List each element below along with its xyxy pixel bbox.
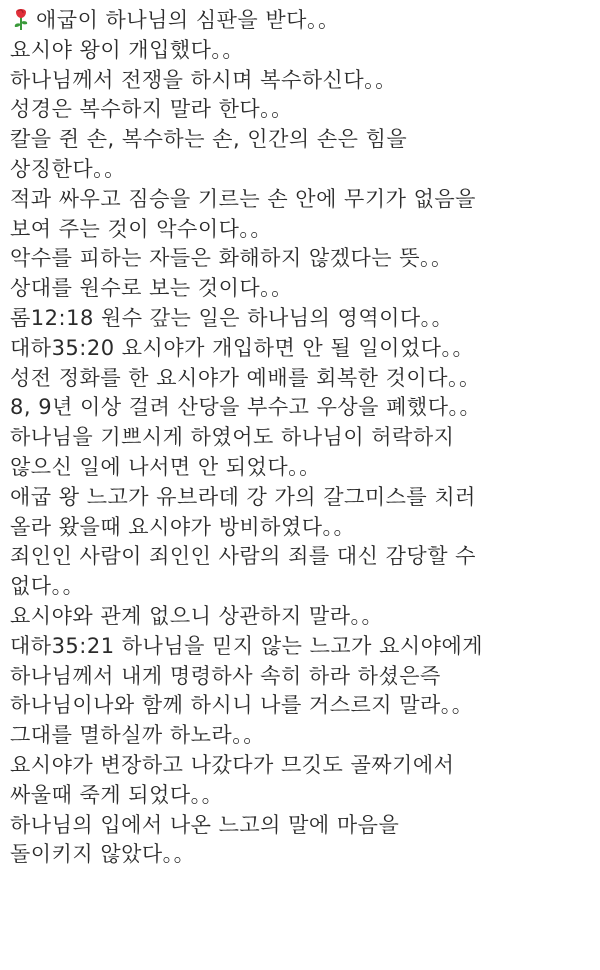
note-line: 대하35:21 하나님을 믿지 않는 느고가 요시야에게 xyxy=(10,633,484,658)
note-line: 요시야 왕이 개입했다。。 xyxy=(10,37,244,62)
note-line: 올라 왔을때 요시야가 방비하였다。。 xyxy=(10,514,356,539)
note-line: 상징한다。。 xyxy=(10,156,126,181)
note-line: 롬12:18 원수 갚는 일은 하나님의 영역이다。。 xyxy=(10,305,454,330)
note-line: 않으신 일에 나서면 안 되었다。。 xyxy=(10,454,321,479)
note-line: 적과 싸우고 짐승을 기르는 손 안에 무기가 없음을 xyxy=(10,186,476,211)
note-line-text: 애굽이 하나님의 심판을 받다。。 xyxy=(36,8,340,32)
note-line: 없다。。 xyxy=(10,574,85,599)
note-line: 8, 9년 이상 걸려 산당을 부수고 우상을 폐했다。。 xyxy=(10,395,481,420)
note-line: 칼을 쥔 손, 복수하는 손, 인간의 손은 힘을 xyxy=(10,127,408,152)
rose-icon xyxy=(10,7,32,31)
note-line: 요시야가 변장하고 나갔다가 므깃도 골짜기에서 xyxy=(10,752,455,777)
note-line: 하나님께서 전쟁을 하시며 복수하신다。。 xyxy=(10,67,397,92)
note-line: 그대를 멸하실까 하노라。。 xyxy=(10,723,265,748)
note-line: 하나님을 기쁘시게 하였어도 하나님이 허락하지 xyxy=(10,425,455,450)
note-line: 악수를 피하는 자들은 화해하지 않겠다는 뜻。。 xyxy=(10,246,453,271)
note-line: 싸울때 죽게 되었다。。 xyxy=(10,782,224,807)
note-line: 하나님의 입에서 나온 느고의 말에 마음을 xyxy=(10,812,400,837)
note-line: 하나님이나와 함께 하시니 나를 거스르지 말라。。 xyxy=(10,693,474,718)
note-line: 상대를 원수로 보는 것이다。。 xyxy=(10,276,293,301)
note-line: 성경은 복수하지 말라 한다。。 xyxy=(10,97,293,122)
note-line-title xyxy=(10,6,590,36)
note-line: 보여 주는 것이 악수이다。。 xyxy=(10,216,272,241)
note-line: 죄인인 사람이 죄인인 사람의 죄를 대신 감당할 수 xyxy=(10,544,476,569)
note-line: 애굽 왕 느고가 유브라데 강 가의 갈그미스를 치러 xyxy=(10,484,476,509)
note-line: 돌이키지 않았다。。 xyxy=(10,842,196,867)
note-line: 요시야와 관계 없으니 상관하지 말라。。 xyxy=(10,603,383,628)
note-line: 하나님께서 내게 명령하사 속히 하라 하셨은즉 xyxy=(10,663,441,688)
note-line: 성전 정화를 한 요시야가 예배를 회복한 것이다。。 xyxy=(10,365,481,390)
note-line: 대하35:20 요시야가 개입하면 안 될 일이었다。。 xyxy=(10,335,474,360)
